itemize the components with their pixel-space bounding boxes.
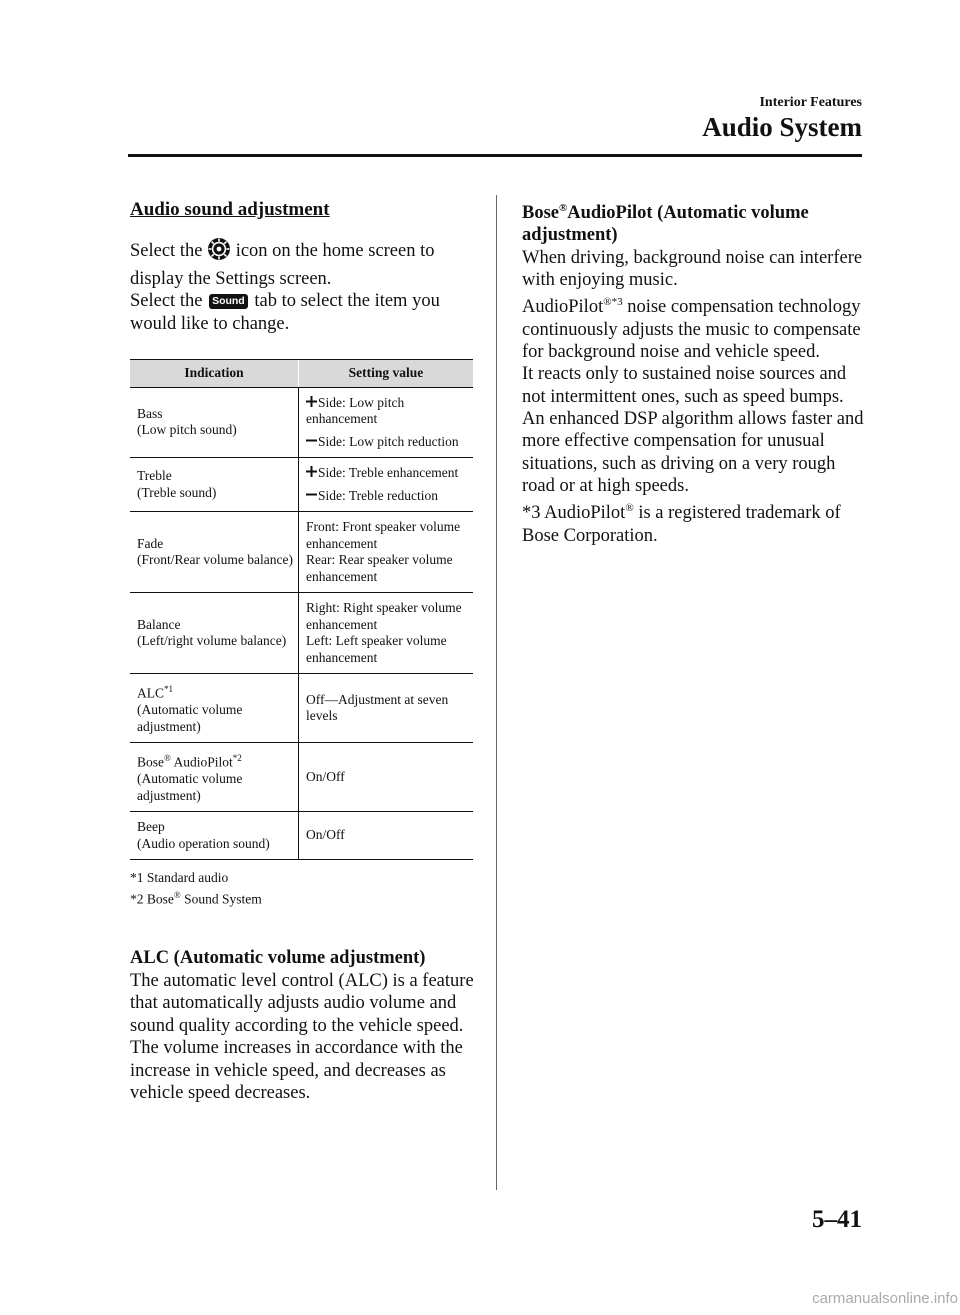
alc-body: The automatic level control (ALC) is a feature that automatically adjusts audio volume and sound quality according to the vehicle speed. The volume increases in accordance with the increase in vehicle speed, and decreases as vehicle speed decreases. xyxy=(130,970,474,1103)
watermark: carmanualsonline.info xyxy=(812,1290,958,1307)
audiopilot-paragraph-3: It reacts only to sustained noise sources and not intermittent ones, such as speed bumps. xyxy=(522,364,847,407)
indication-cell: Fade (Front/Rear volume balance) xyxy=(130,512,299,593)
table-header-row xyxy=(130,360,473,388)
indication-cell: Beep (Audio operation sound) xyxy=(130,812,299,860)
table-row-bass xyxy=(130,387,473,458)
table-row-bose-audiopilot xyxy=(130,743,473,812)
setting-value-cell: Front: Front speaker volume enhancement Rear: Rear speaker volume enhancement xyxy=(299,512,474,593)
setting-value-cell: Right: Right speaker volume enhancement Left: Left speaker volume enhancement xyxy=(299,593,474,674)
header-rule xyxy=(128,154,862,157)
instruction-paragraph-1: Select the icon on the home screen to display the Settings screen. xyxy=(130,237,475,290)
instruction-paragraph-2: Select the Sound tab to select the item you would like to change. xyxy=(130,291,440,334)
indication-cell: Bass (Low pitch sound) xyxy=(130,387,299,458)
settings-table xyxy=(130,359,473,860)
indication-cell: Treble (Treble sound) xyxy=(130,458,299,512)
table-row-treble xyxy=(130,458,473,512)
indication-cell: ALC$^{*1}$ (Automatic volume adjustment) xyxy=(130,674,299,743)
column-header-indication: Indication xyxy=(130,360,299,388)
column-header-setting-value: Setting value xyxy=(299,360,474,388)
minus-icon xyxy=(306,488,318,505)
page-title: Audio System xyxy=(702,112,862,142)
table-row-balance xyxy=(130,593,473,674)
setting-value-cell: On/Off xyxy=(299,812,474,860)
indication-cell: Bose® AudioPilot$^{*2}$ (Automatic volume adjustment) xyxy=(130,743,299,812)
table-row-fade xyxy=(130,512,473,593)
page-number: 5–41 xyxy=(812,1206,862,1233)
section-label: Interior Features xyxy=(759,95,862,110)
audiopilot-paragraph-4: An enhanced DSP algorithm allows faster and more effective compensation for unusual situations, such as driving on a very rough road or at high speeds. xyxy=(522,408,864,496)
column-divider xyxy=(496,195,497,1190)
indication-cell: Balance (Left/right volume balance) xyxy=(130,593,299,674)
sound-tab-icon: Sound xyxy=(209,294,248,309)
table-row-alc xyxy=(130,674,473,743)
alc-heading: ALC (Automatic volume adjustment) xyxy=(130,947,426,968)
audiopilot-paragraph-1: When driving, background noise can interfere with enjoying music. xyxy=(522,247,863,291)
setting-value-cell: On/Off xyxy=(299,743,474,812)
audiopilot-paragraph-2: AudioPilot$^{®*3}$ noise compensation technology continuously adjusts the music to compensate for background noise and vehicle speed. xyxy=(522,296,861,363)
setting-value-cell: Off—Adjustment at seven levels xyxy=(299,674,474,743)
plus-icon xyxy=(306,395,318,412)
table-row-beep xyxy=(130,812,473,860)
right-column xyxy=(522,197,867,547)
table-footnotes xyxy=(130,870,475,908)
plus-icon xyxy=(306,465,318,482)
minus-icon xyxy=(306,434,318,451)
audiopilot-trademark-note: *3 AudioPilot® is a registered trademark of Bose Corporation. xyxy=(522,502,841,546)
section-heading: Audio sound adjustment xyxy=(130,199,330,220)
setting-value-cell: Side: Low pitch enhancement Side: Low pitch reduction xyxy=(299,387,474,458)
audiopilot-heading: Bose®AudioPilot (Automatic volume adjustment) xyxy=(522,202,809,246)
footnote-2: *2 Bose® Sound System xyxy=(130,889,262,906)
left-column xyxy=(130,197,475,1105)
settings-gear-icon xyxy=(207,237,231,268)
setting-value-cell: Side: Treble enhancement Side: Treble reduction xyxy=(299,458,474,512)
footnote-1: *1 Standard audio xyxy=(130,870,229,885)
